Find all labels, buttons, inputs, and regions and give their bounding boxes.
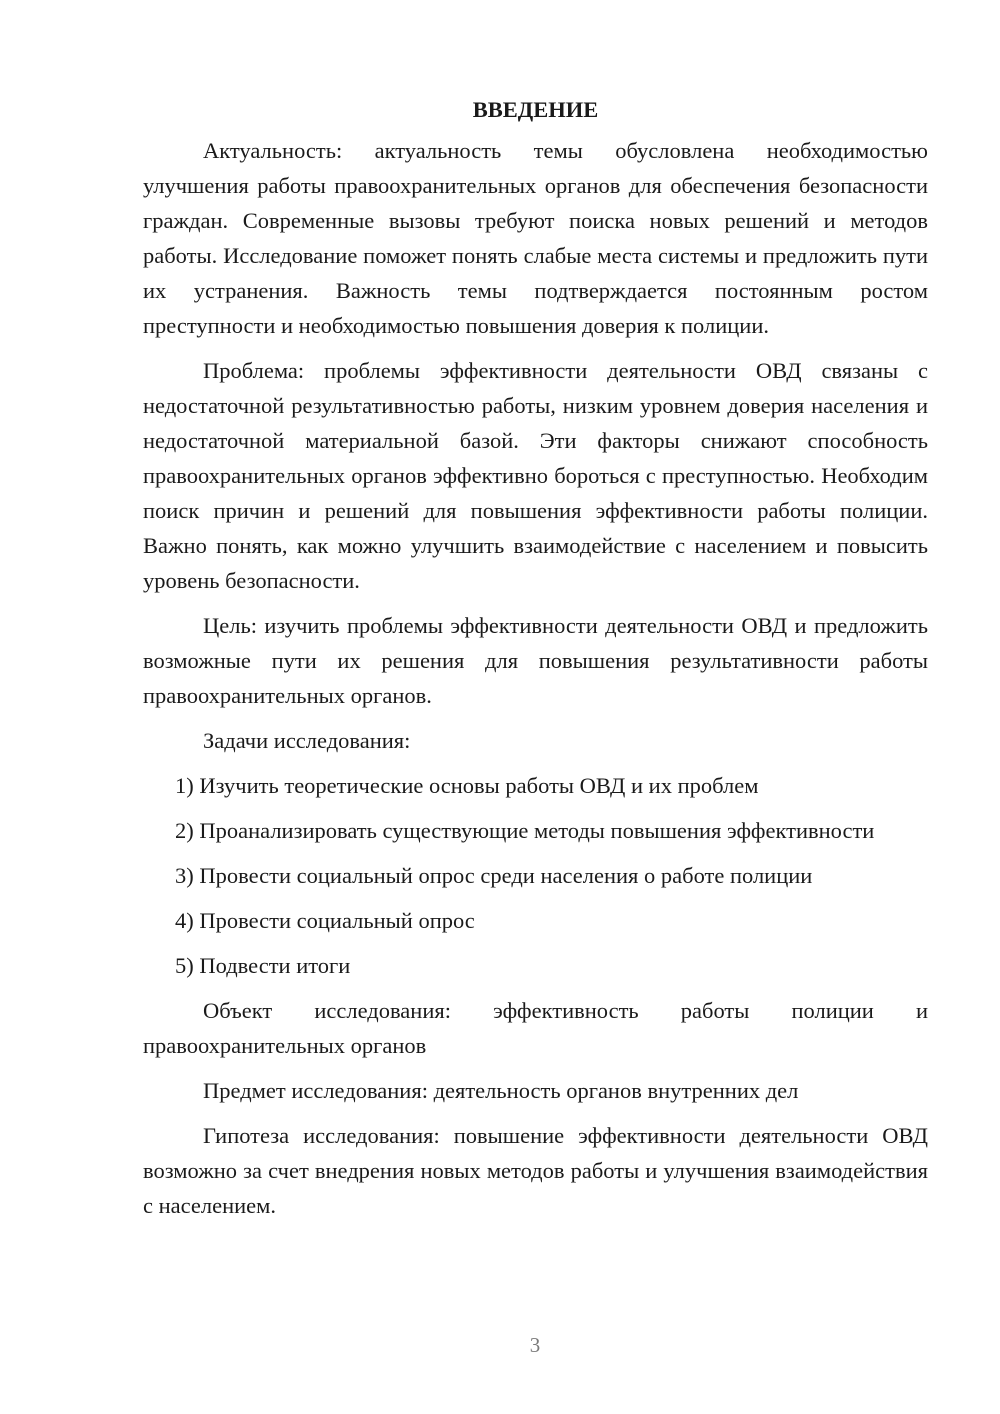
task-item-1: 1) Изучить теоретические основы работы ОВД и их проблем [175, 773, 759, 798]
paragraph-hypothesis: Гипотеза исследования: повышение эффективности деятельности ОВД возможно за счет внедрения новых методов работы и улучшения взаимодействия с населением. [143, 1123, 928, 1218]
task-item-2: 2) Проанализировать существующие методы повышения эффективности [175, 818, 875, 843]
document-page [143, 92, 928, 1233]
paragraph-object: Объект исследования: эффективность работы полиции и правоохранительных органов [143, 998, 928, 1058]
task-item-4: 4) Провести социальный опрос [175, 908, 475, 933]
tasks-heading: Задачи исследования: [203, 728, 411, 753]
task-item-3: 3) Провести социальный опрос среди населения о работе полиции [175, 863, 813, 888]
section-title: ВВЕДЕНИЕ [472, 97, 599, 122]
paragraph-problem: Проблема: проблемы эффективности деятельности ОВД связаны с недостаточной результативностью работы, низким уровнем доверия населения и недостаточной материальной базой. Эти факторы снижают способность правоохранительных органов эффективно бороться с преступностью. Необходим поиск причин и решений для повышения эффективности работы полиции. Важно понять, как можно улучшить взаимодействие с населением и повысить уровень безопасности. [143, 358, 928, 593]
paragraph-subject: Предмет исследования: деятельность органов внутренних дел [203, 1078, 799, 1103]
task-item-5: 5) Подвести итоги [175, 953, 351, 978]
paragraph-relevance: Актуальность: актуальность темы обусловлена необходимостью улучшения работы правоохранительных органов для обеспечения безопасности граждан. Современные вызовы требуют поиска новых решений и методов работы. Исследование поможет понять слабые места системы и предложить пути их устранения. Важность темы подтверждается постоянным ростом преступности и необходимостью повышения доверия к полиции. [143, 138, 928, 338]
paragraph-goal: Цель: изучить проблемы эффективности деятельности ОВД и предложить возможные пути их решения для повышения результативности работы правоохранительных органов. [143, 613, 928, 708]
page-number: 3 [529, 1333, 541, 1357]
